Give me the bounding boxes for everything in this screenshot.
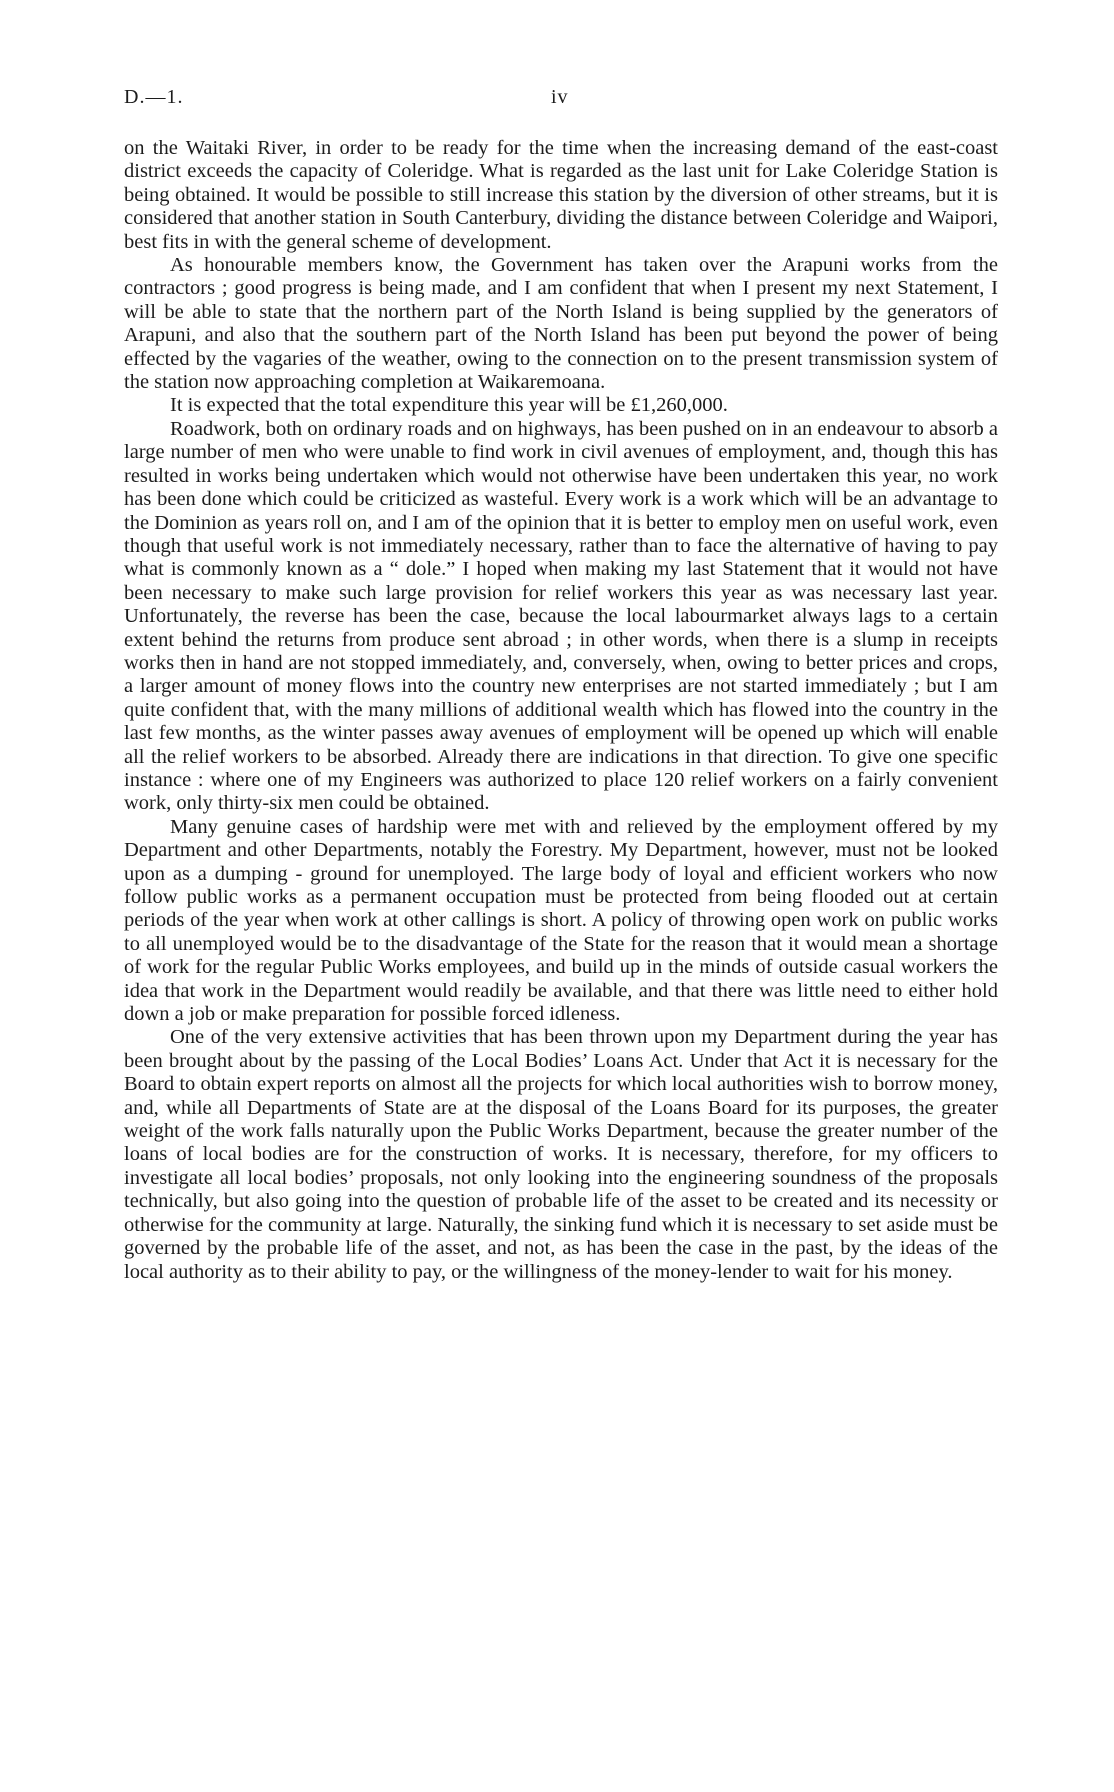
page-header <box>124 86 998 116</box>
paragraph-hardship: Many genuine cases of hardship were met with and relieved by the employment offered by my Department and other Departments, notably the Forestry. My Department, however, must not be looked upon as a dumping - ground for unemployed. The large body of loyal and efficient workers who now follow public works as a permanent occupation must be protected from being flooded out at certain periods of the year when work at other callings is short. A policy of throwing open work on public works to all unemployed would be to the disadvantage of the State for the reason that it would mean a shortage of work for the regular Public Works employees, and build up in the minds of outside casual workers the idea that work in the Department would readily be available, and that there was little need to either hold down a job or make preparation for possible forced idleness. <box>124 815 998 1026</box>
body-text <box>124 137 998 1284</box>
paragraph-local-bodies-loans: One of the very extensive activities that has been thrown upon my Department during the year has been brought about by the passing of the Local Bodies’ Loans Act. Under that Act it is necessary for the Board to obtain expert reports on almost all the projects for which local authorities wish to borrow money, and, while all Departments of State are at the disposal of the Loans Board for its purposes, the greater weight of the work falls naturally upon the Public Works Department, because the greater number of the loans of local bodies are for the construction of works. It is necessary, therefore, for my officers to investigate all local bodies’ proposals, not only looking into the engineering soundness of the proposals technically, but also going into the question of probable life of the asset to be created and its necessity or otherwise for the community at large. Naturally, the sinking fund which it is necessary to set aside must be governed by the probable life of the asset, and not, as has been the case in the past, by the ideas of the local authority as to their ability to pay, or the willingness of the money-lender to wait for his money. <box>124 1026 998 1283</box>
document-reference: D.—1. <box>124 86 184 108</box>
paragraph-expenditure: It is expected that the total expenditure this year will be £1,260,000. <box>170 394 728 417</box>
paragraph-roadwork: Roadwork, both on ordinary roads and on highways, has been pushed on in an endeavour to absorb a large number of men who were unable to find work in civil avenues of employment, and, though this has resulted in works being undertaken which would not otherwise have been undertaken this year, no work has been done which could be criticized as wasteful. Every work is a work which will be an advantage to the Dominion as years roll on, and I am of the opinion that it is better to employ men on useful work, even though that useful work is not immediately necessary, rather than to face the alternative of having to pay what is commonly known as a “ dole.” I hoped when making my last Statement that it would not have been necessary to make such large provision for relief workers this year as was necessary last year. Unfortunately, the reverse has been the case, because the local labourmarket always lags to a certain extent behind the returns from produce sent abroad ; in other words, when there is a slump in receipts works then in hand are not stopped immediately, and, conversely, when, owing to better prices and crops, a larger amount of money flows into the country new enterprises are not started immediately ; but I am quite confident that, with the many millions of additional wealth which has flowed into the country in the last few months, as the winter passes away avenues of employment will be opened up which will enable all the relief workers to be absorbed. Already there are indications in that direction. To give one specific instance : where one of my Engineers was authorized to place 120 relief workers on a fairly convenient work, only thirty-six men could be obtained. <box>124 417 998 815</box>
page-number: iv <box>551 86 569 108</box>
paragraph-arapuni-works: As honourable members know, the Government has taken over the Arapuni works from the contractors ; good progress is being made, and I am confident that when I present my next Statement, I will be able to state that the northern part of the North Island is being supplied by the generators of Arapuni, and also that the southern part of the North Island has been put beyond the power of being effected by the vagaries of the weather, owing to the connection on to the present transmission system of the station now approaching completion at Waikaremoana. <box>124 254 998 394</box>
paragraph-waitaki-continuation: on the Waitaki River, in order to be ready for the time when the increasing demand of the east-coast district exceeds the capacity of Coleridge. What is regarded as the last unit for Lake Coleridge Station is being obtained. It would be possible to still increase this station by the diversion of other streams, but it is considered that another station in South Canterbury, dividing the distance between Coleridge and Waipori, best fits in with the general scheme of development. <box>124 137 998 253</box>
